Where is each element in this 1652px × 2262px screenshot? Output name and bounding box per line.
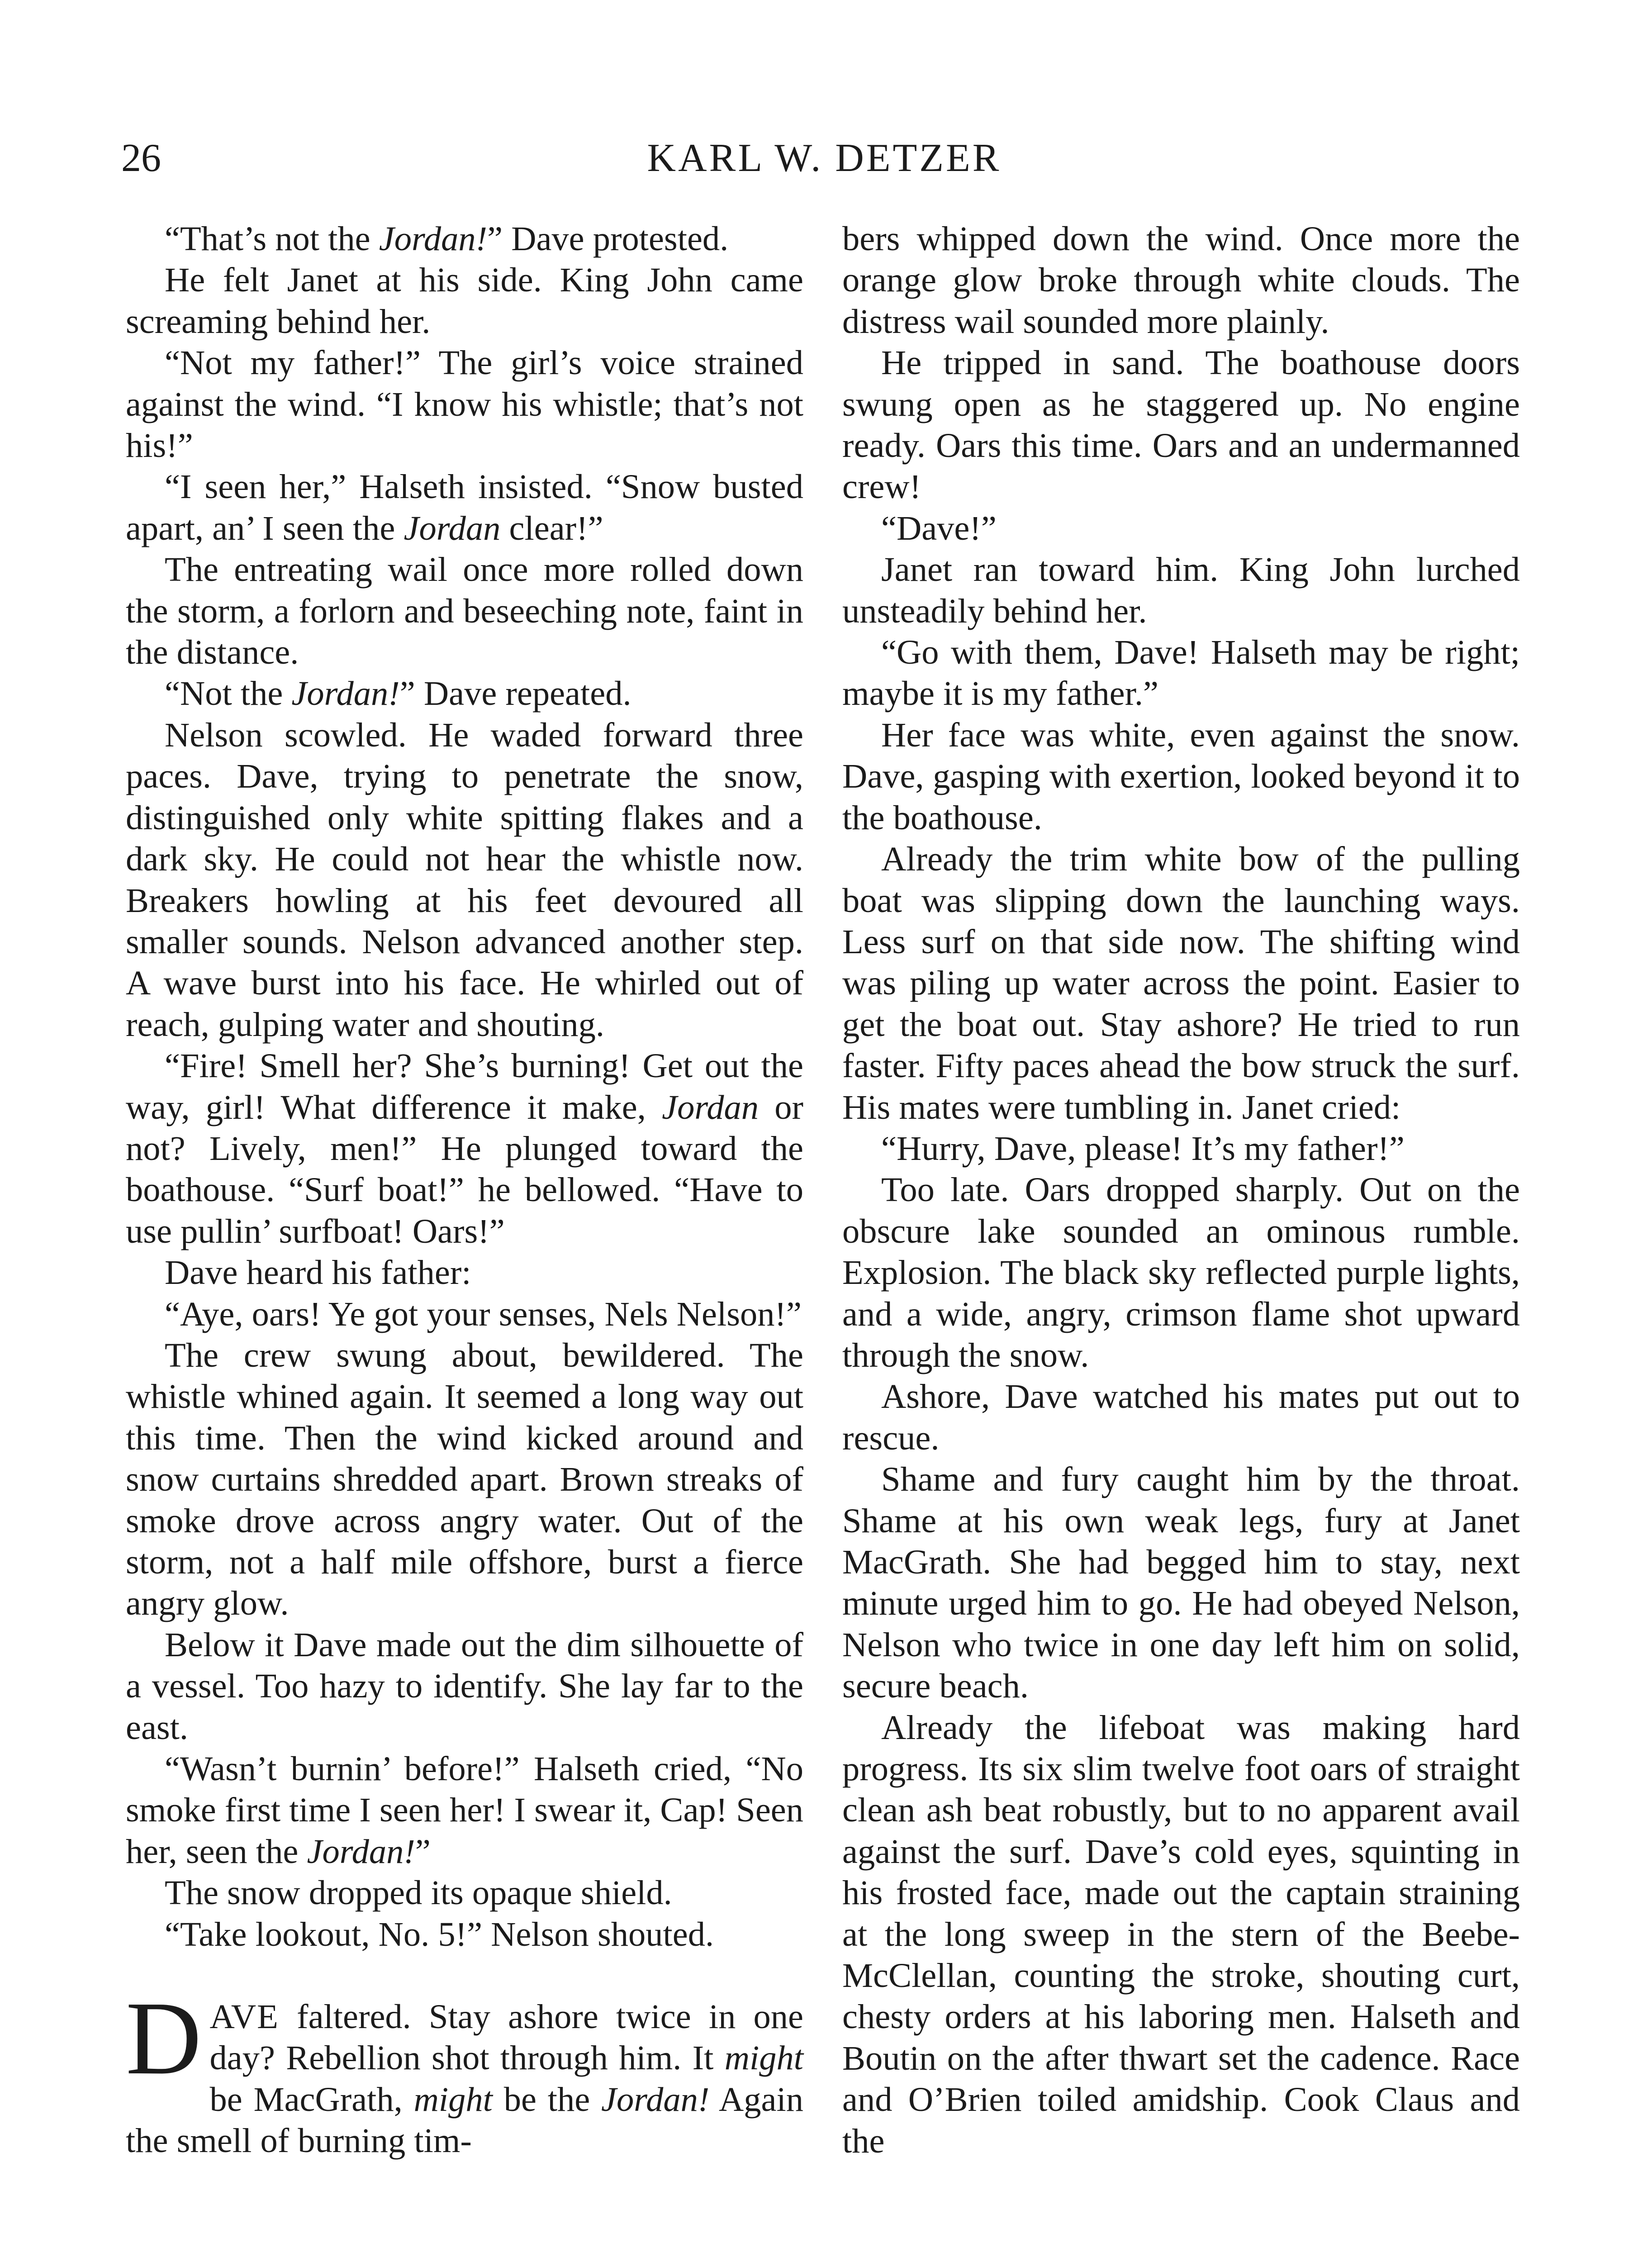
paragraph: [126, 1914, 803, 1955]
paragraph: [126, 714, 803, 1045]
text-run: “Not my father!” The girl’s voice strained against the wind. “I know his whistle; that’s not his!”: [126, 343, 803, 465]
text-run: The snow dropped its opaque shield.: [165, 1873, 672, 1912]
text-run: Too late. Oars dropped sharply. Out on the obscure lake sounded an ominous rumble. Explosion. The black sky reflected purple lights, and a wide, angry, crimson flame shot upward through the snow.: [842, 1170, 1520, 1374]
paragraph: [842, 549, 1520, 632]
text-run: Shame and fury caught him by the throat. Shame at his own weak legs, fury at Janet MacGrath. She had begged him to stay, next minute urged him to go. He had obeyed Nelson, Nelson who twice in one day left him on solid, secure beach.: [842, 1460, 1520, 1706]
text-run: “Hurry, Dave, please! It’s my father!”: [881, 1129, 1405, 1168]
text-run: He felt Janet at his side. King John came screaming behind her.: [126, 261, 803, 341]
italic-text: Jordan: [404, 508, 501, 547]
drop-cap: D: [126, 1980, 202, 2097]
italic-text: Jordan!: [601, 2080, 710, 2119]
paragraph: [126, 218, 803, 259]
text-run: clear!”: [500, 508, 603, 547]
text-run: Dave heard his father:: [165, 1253, 471, 1292]
text-run: Her face was white, even against the snow. Dave, gasping with exertion, looked beyond it to the boathouse.: [842, 715, 1520, 837]
paragraph: [842, 632, 1520, 714]
page-header: [121, 131, 1527, 185]
italic-text: Jordan!: [307, 1832, 415, 1871]
paragraph: [842, 838, 1520, 1128]
paragraph: [126, 1748, 803, 1872]
text-run: Ashore, Dave watched his mates put out to rescue.: [842, 1377, 1520, 1457]
text-run: “Dave!”: [881, 508, 997, 547]
text-run: bers whipped down the wind. Once more the orange glow broke through white clouds. The distress wail sounded more plainly.: [842, 219, 1520, 341]
text-run: Janet ran toward him. King John lurched unsteadily behind her.: [842, 550, 1520, 630]
paragraph: [842, 1707, 1520, 2162]
paragraph: [126, 1293, 803, 1335]
paragraph: [126, 342, 803, 466]
text-run: He tripped in sand. The boathouse doors swung open as he staggered up. No engine ready. Oars this time. Oars and an undermanned crew!: [842, 343, 1520, 506]
text-run: be the: [492, 2080, 602, 2119]
left-column-paragraphs: [126, 218, 803, 1955]
left-column: [126, 218, 803, 2162]
text-run: ” Dave protested.: [487, 219, 729, 258]
paragraph: [842, 508, 1520, 549]
text-run: ”: [415, 1832, 431, 1871]
paragraph: [126, 1335, 803, 1624]
right-column-paragraphs: [842, 218, 1520, 2162]
paragraph: [842, 342, 1520, 508]
italic-text: might: [724, 2039, 803, 2077]
paragraph: [126, 1624, 803, 1748]
paragraph: [126, 1872, 803, 1913]
text-run: “Aye, oars! Ye got your senses, Nels Nelson!”: [165, 1294, 802, 1333]
italic-text: might: [413, 2080, 493, 2119]
text-run: “Take lookout, No. 5!” Nelson shouted.: [165, 1915, 714, 1953]
text-run: “Fire! Smell her? She’s burning! Get out the way, girl! What difference it make,: [126, 1046, 803, 1126]
italic-text: Jordan!: [379, 219, 488, 258]
page-number: 26: [121, 136, 161, 180]
section-opening-paragraph: [126, 1980, 803, 2162]
text-run: Already the lifeboat was making hard progress. Its six slim twelve foot oars of straight clean ash beat robustly, but to no apparent avail against the surf. Dave’s cold eyes, squinting in his frosted face, made out the captain straining at the long sweep in the stern of the Beebe-McClellan, counting the stroke, shouting curt, chesty orders at his laboring men. Halseth and Boutin on the after thwart set the cadence. Race and O’Brien toiled amidship. Cook Claus and the: [842, 1708, 1520, 2160]
paragraph: [842, 1169, 1520, 1376]
text-run: Again the smell of burning tim-: [126, 2080, 803, 2160]
text-run: The entreating wail once more rolled down the storm, a forlorn and beseeching note, faint in the distance.: [126, 550, 803, 672]
text-run: or not? Lively, men!” He plunged toward the boathouse. “Surf boat!” he bellowed. “Have to use pullin’ surfboat! Oars!”: [126, 1088, 803, 1250]
text-run: Below it Dave made out the dim silhouette of a vessel. Too hazy to identify. She lay far to the east.: [126, 1625, 803, 1747]
text-run: “That’s not the: [165, 219, 379, 258]
paragraph: [842, 1376, 1520, 1459]
text-run: “I seen her,” Halseth insisted. “Snow busted apart, an’ I seen the: [126, 467, 803, 547]
text-run: “Wasn’t burnin’ before!” Halseth cried, “No smoke first time I seen her! I swear it, Cap! Seen her, seen the: [126, 1749, 803, 1871]
text-run: “Not the: [165, 674, 292, 713]
text-run: “Go with them, Dave! Halseth may be right; maybe it is my father.”: [842, 633, 1520, 713]
paragraph: [842, 1128, 1520, 1169]
text-run: ” Dave repeated.: [399, 674, 631, 713]
italic-text: Jordan!: [291, 674, 400, 713]
paragraph: [842, 1459, 1520, 1706]
paragraph: [126, 466, 803, 549]
paragraph: [126, 259, 803, 342]
right-column: [842, 218, 1520, 2162]
text-run: Already the trim white bow of the pulling boat was slipping down the launching ways. Less surf on that side now. The shifting wind was piling up water across the point. Easier to get the boat out. Stay ashore? He tried to run faster. Fifty paces ahead the bow struck the surf. His mates were tumbling in. Janet cried:: [842, 840, 1520, 1126]
small-caps-word: AVE: [209, 1997, 279, 2036]
paragraph: [842, 218, 1520, 342]
italic-text: Jordan: [662, 1088, 759, 1126]
text-run: Nelson scowled. He waded forward three paces. Dave, trying to penetrate the snow, distinguished only white spitting flakes and a dark sky. He could not hear the whistle now. Breakers howling at his feet devoured all smaller sounds. Nelson advanced another step. A wave burst into his face. He whirled out of reach, gulping water and shouting.: [126, 715, 803, 1044]
text-run: be MacGrath,: [209, 2080, 414, 2119]
text-run: faltered. Stay ashore twice in one day? Rebellion shot through him. It: [209, 1997, 803, 2077]
paragraph: [126, 1045, 803, 1252]
running-head: KARL W. DETZER: [647, 136, 1002, 180]
paragraph: [842, 714, 1520, 838]
paragraph: [126, 1252, 803, 1293]
paragraph: [126, 549, 803, 673]
text-run: The crew swung about, bewildered. The whistle whined again. It seemed a long way out this time. Then the wind kicked around and snow curtains shredded apart. Brown streaks of smoke drove across angry water. Out of the storm, not a half mile offshore, burst a fierce angry glow.: [126, 1335, 803, 1623]
paragraph: [126, 673, 803, 714]
